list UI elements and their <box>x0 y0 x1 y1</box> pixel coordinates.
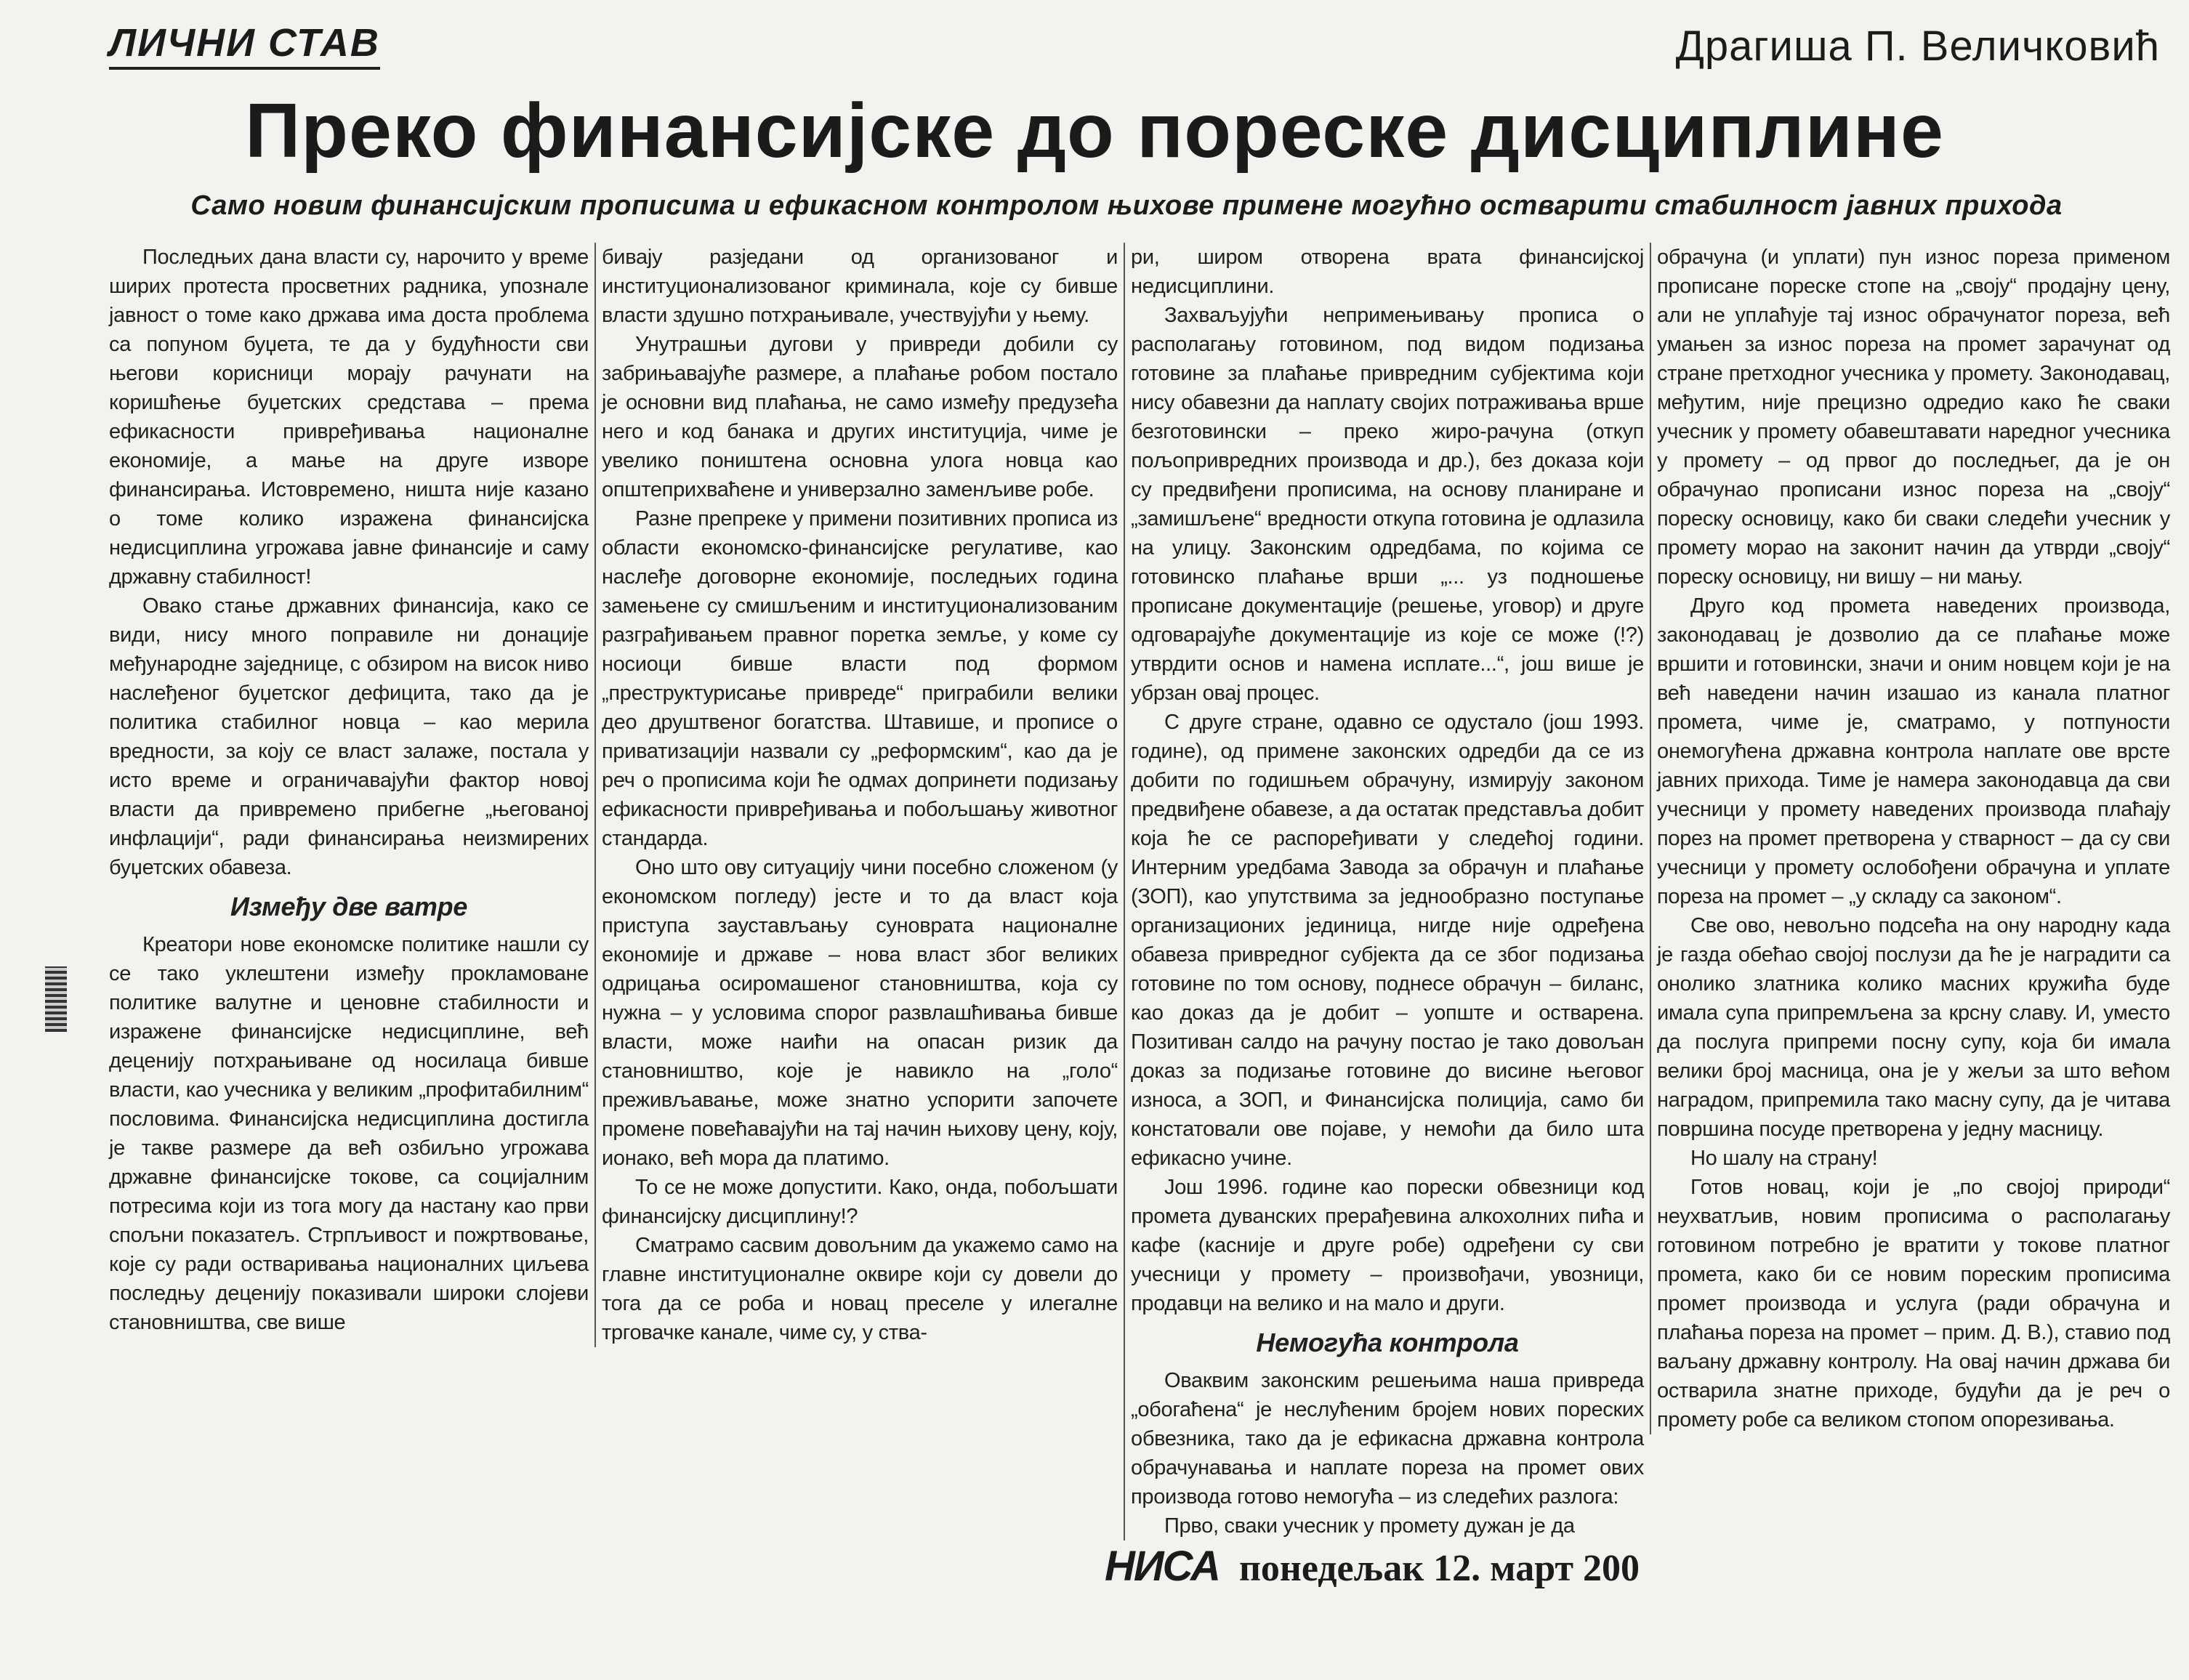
rubric-label: ЛИЧНИ СТАВ <box>109 20 380 70</box>
article-column-4 <box>1650 243 2170 1434</box>
paragraph: Оно што ову ситуацију чини посебно сложеном (у економском погледу) јесте и то да власт која приступа заустављању суноврата националне економије и државе – нова власт због великих одрицања осиромашеног становништва, која су нужна – у условима спорог развлашћивања бивше власти, може наићи на опасан ризик да становништво, које је навикло на „голо“ преживљавање, може знатно успорити започете промене повећавајући на тај начин њихову цену, коју, ионако, већ мора да платимо. <box>602 856 1118 1170</box>
paragraph: Сматрамо сасвим довољним да укажемо само на главне институционалне оквире који су довели до тога да се роба и новац преселе у илегалне трговачке канале, чиме су, у ства- <box>602 1234 1118 1344</box>
paragraph: Готов новац, који је „по својој природи“ неухватљив, новим прописима о располагању готовином потребно је вратити у токове платног промета, како би се новим пореским прописима промет производа и услуга (ради обрачуна и плаћања пореза на промет – прим. Д. В.), ставио под ваљану државну контролу. На овај начин држава би остварила знатне приходе, будући да је реч о промету робе са великом стопом опорезивања. <box>1657 1176 2170 1431</box>
paragraph: ри, широм отворена врата финансијској недисциплини. <box>1131 246 1644 298</box>
author-byline: Драгиша П. Величковић <box>1675 23 2160 70</box>
footer-dateline <box>1105 1545 2189 1591</box>
subheading: Између две ватре <box>230 892 468 921</box>
publication-date: понедељак 12. март 200 <box>1238 1548 1640 1589</box>
paragraph: Разне препреке у примени позитивних прописа из области економско-финансијске регулативе, као наслеђе договорне економије, последњих година замењене су смишљеним и институционализованим разграђивањем правног поретка земље, у коме су носиоци бивше власти под формом „преструктурисање привреде“ приграбили велики део друштвеног богатства. Штавише, и прописе о приватизацији назвали су „реформским“, као да је реч о прописима који ће одмах допринети подизању ефикасности привређивања и побољшању животног стандарда. <box>602 507 1118 850</box>
paragraph: Овако стање државних финансија, како се види, нису много поправиле ни донације међународне заједнице, с обзиром на висок ниво наслеђеног буџетског дефицита, тако да је политика стабилног новца – као мерила вредности, за коју се власт залаже, постала у исто време и ограничавајући фактор новој власти да привремено прибегне „његованој инфлацији“, ради финансирања неизмирених буџетских обавеза. <box>109 594 589 879</box>
paragraph: С друге стране, одавно се одустало (још 1993. године), од примене законских одредби да се из добити по годишњем обрачуну, измирују законом предвиђене обавезе, а да остатак представља добит која ће се распоређивати у следећој години. Интерним уредбама Завода за обрачун и плаћање (ЗОП), као упутствима за једнообразно поступање организационих јединица, нигде није одређена обавеза привредног субјекта да се због подизања готовине по том основу, поднесе обрачун – биланс, као доказ да је добит – уопште и остварена. Позитиван салдо на рачуну постао је тако довољан доказ за подизање готовине до висине његовог износа, а ЗОП, и Финансијска полиција, само би констатовали ове појаве, у немоћи да било шта ефикасно учине. <box>1131 711 1644 1170</box>
article-column-3 <box>1124 243 1644 1540</box>
paragraph: Захваљујући непримењивању прописа о располагању готовином, под видом подизања готовине за плаћање привредним субјектима који нису обавезни да наплату својих потраживања врше безготовински – преко жиро-рачуна (откуп пољопривредних производа и др.), без доказа који су предвиђени прописима, на основу планиране и „замишљене“ вредности откупа готовина је одлазила на улицу. Законским одредбама, по којима се готовинско плаћање врши „... уз подношење прописане документације (решење, уговор) и друге одговарајуће документације из које се може (!?) утврдити основ и намена исплате...“, још више је убрзан овај процес. <box>1131 304 1644 705</box>
article-title: Преко финансијске до пореске дисциплине <box>245 88 1944 174</box>
paragraph: Још 1996. године као порески обвезници код промета дуванских прерађевина алкохолних пића и кафе (касније и друге робе) одређени су сви учесници у промету – произвођачи, увозници, продавци на велико и на мало и други. <box>1131 1176 1644 1315</box>
article-column-1 <box>109 243 589 1337</box>
subheading: Немогућа контрола <box>1256 1328 1519 1357</box>
paragraph: Друго код промета наведених производа, законодавац је дозволио да се плаћање може вршити и готовински, значи и оним новцем који је на већ наведени начин изашао из канала платног промета, чиме је, сматрамо, у потпуности онемогућена државна контрола наплате ове врсте јавних прихода. Тиме је намера законодавца да сви учесници у промету наведених производа плаћају порез на промет претворена у стварност – да су сви учесници у промету ослобођени обрачуна и уплате пореза на промет – „у складу са законом“. <box>1657 594 2170 908</box>
scan-artifact <box>45 966 67 1032</box>
paragraph: бивају разједани од организованог и институционализованог криминала, које су бивше власти здушно потхрањивале, учествујући у њему. <box>602 246 1118 327</box>
paragraph: То се не може допустити. Како, онда, побољшати финансијску дисциплину!? <box>602 1176 1118 1228</box>
paragraph: Прво, сваки учесник у промету дужан је да <box>1164 1514 1575 1538</box>
paragraph: обрачуна (и уплати) пун износ пореза применом прописане пореске стопе на „своју“ продајну цену, али не уплаћује тај износ обрачунатог пореза, већ умањен за износ пореза на промет зарачунат од стране претходног учесника у промету. Законодавац, међутим, није прецизно одредио како ће сваки учесник у промету обавештавати наредног учесника у промету – од првог до последњег, да је он обрачунао прописани износ пореза на „своју“ пореску основицу, како би сваки следећи учесник у промету морао на законит начин да утврди „своју“ пореску основицу, ни вишу – ни мању. <box>1657 246 2170 589</box>
paragraph: Креатори нове економске политике нашли су се тако уклештени између прокламоване политике валутне и ценовне стабилности и изражене финансијске недисциплине, већ деценију потхрањиване од носилаца бивше власти, као учесника у великим „профитабилним“ пословима. Финансијска недисциплина достигла је такве размере да већ озбиљно угрожава државне финансијске токове, са социјалним потресима који из тога могу да настану као први спољни показатељ. Стрпљивост и пожртвовање, које су ради остваривања националних циљева последњу деценију показивали широки слојеви становништва, све више <box>109 933 589 1334</box>
paragraph: Оваквим законским решењима наша привреда „обогаћена“ је неслућеним бројем нових пореских обвезника, тако да је ефикасна државна контрола обрачунавања и наплате пореза на промет ових производа готово немогућа – из следећих разлога: <box>1131 1369 1644 1509</box>
paragraph: Унутрашњи дугови у привреди добили су забрињавајуће размере, а плаћање робом постало је основни вид плаћања, не само између предузећа него и код банака и других институција, чиме је увелико поништена основна улога новца као општеприхваћене и универзално заменљиве робе. <box>602 333 1118 501</box>
paragraph: Последњих дана власти су, нарочито у време ширих протеста просветних радника, упознале јавност о томе како држава има доста проблема са попуном буџета, те да у будућности сви његови корисници морају рачунати на коришћење буџетских средстава – према ефикасности привређивања националне економије, а мање на друге изворе финансирања. Истовремено, ништа није казано о томе колико изражена финансијска недисциплина угрожава јавне финансије и саму државну стабилност! <box>109 246 589 589</box>
article-subtitle: Само новим финансијским прописима и ефикасном контролом њихове примене могућно остварити стабилност јавних прихода <box>190 190 2063 221</box>
newspaper-logo: НИСА <box>1105 1543 1220 1590</box>
paragraph: Но шалу на страну! <box>1690 1147 1878 1170</box>
paragraph: Све ово, невољно подсећа на ону народну када је газда обећао својој послузи да ће је наградити са онолико златника колико масних кружића буде имала супа припремљена за крсну славу. И, уместо да послуга припреми посну супу, која би имала велики број масница, она је у жељи за што већом наградом, припремила тако масну супу, да је читава површина посуде претворена у једну масницу. <box>1657 914 2170 1141</box>
article-column-2 <box>594 243 1118 1347</box>
